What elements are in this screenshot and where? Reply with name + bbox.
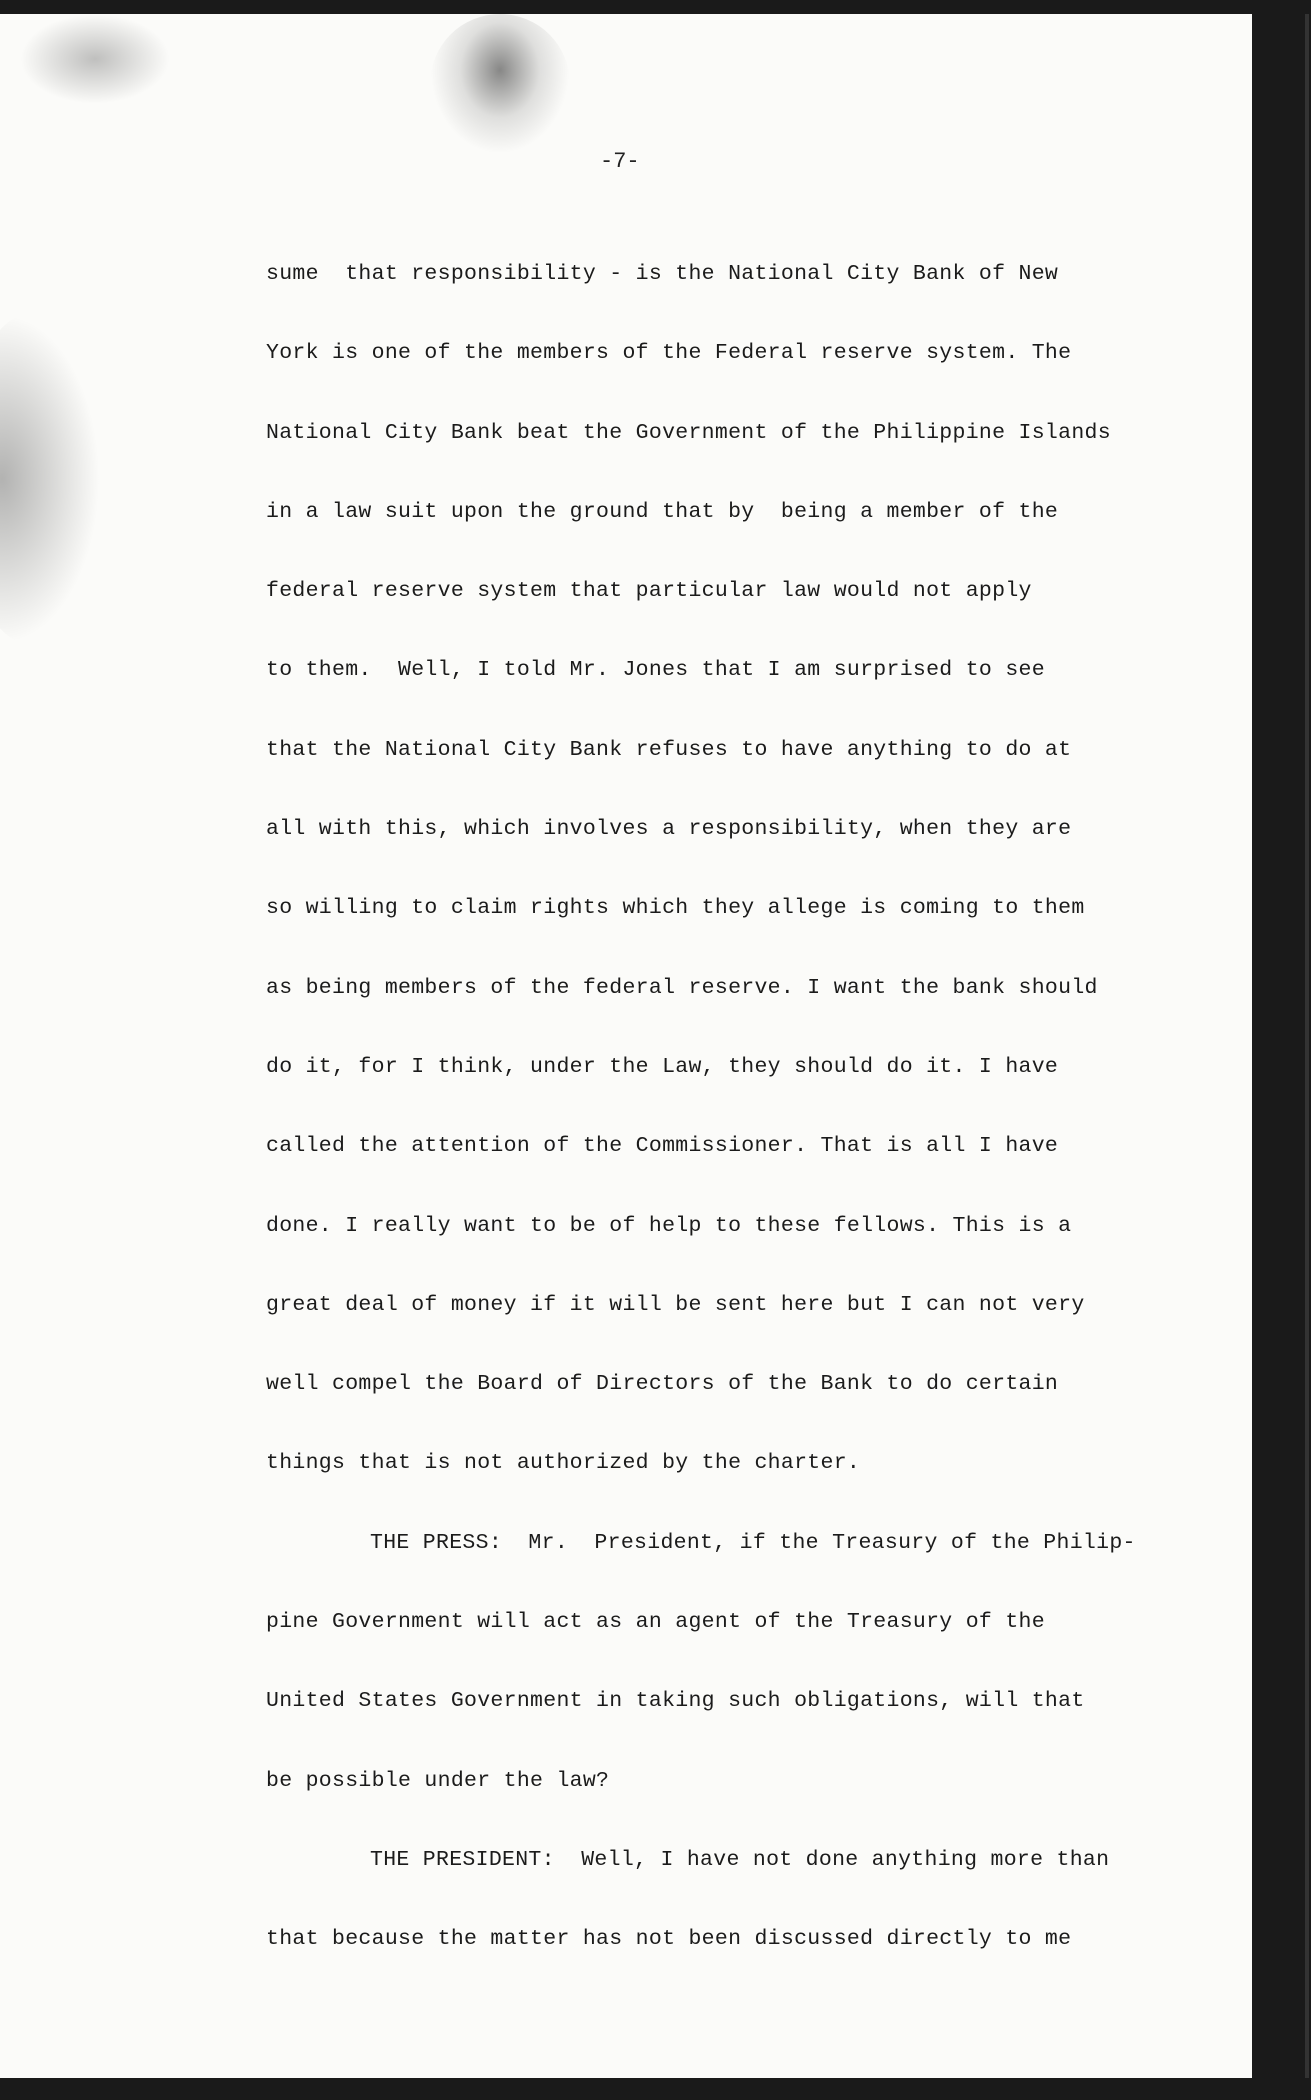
ink-smudge	[0, 314, 100, 644]
text-line: federal reserve system that particular law would not apply	[266, 579, 1032, 604]
speaker-line-press: THE PRESS: Mr. President, if the Treasury of the Philip-	[370, 1530, 1136, 1555]
text-line: so willing to claim rights which they allege is coming to them	[266, 896, 1085, 921]
text-line: do it, for I think, under the Law, they should do it. I have	[266, 1054, 1059, 1079]
text-line: United States Government in taking such obligations, will that	[266, 1689, 1085, 1714]
ink-smudge	[20, 14, 170, 104]
text-line: things that is not authorized by the charter.	[266, 1451, 861, 1476]
text-line: done. I really want to be of help to these fellows. This is a	[266, 1213, 1072, 1238]
text-line: National City Bank beat the Government of the Philippine Islands	[266, 420, 1111, 445]
ink-smudge	[430, 14, 570, 154]
text-line: that the National City Bank refuses to have anything to do at	[266, 737, 1072, 762]
text-line: be possible under the law?	[266, 1768, 610, 1793]
text-line: great deal of money if it will be sent here but I can not very	[266, 1292, 1085, 1317]
speaker-line-president: THE PRESIDENT: Well, I have not done anything more than	[370, 1847, 1110, 1872]
text-line: York is one of the members of the Federal reserve system. The	[266, 341, 1072, 366]
text-line: as being members of the federal reserve. I want the bank should	[266, 975, 1098, 1000]
text-line: called the attention of the Commissioner. That is all I have	[266, 1134, 1059, 1159]
text-line: that because the matter has not been discussed directly to me	[266, 1927, 1072, 1952]
scan-edge	[1305, 14, 1309, 2078]
text-line: all with this, which involves a responsibility, when they are	[266, 817, 1072, 842]
document-body	[266, 262, 1166, 2007]
text-line: pine Government will act as an agent of the Treasury of the	[266, 1610, 1045, 1635]
page-number: -7-	[600, 149, 640, 174]
text-line: in a law suit upon the ground that by being a member of the	[266, 499, 1059, 524]
document-page	[0, 14, 1252, 2078]
text-line: to them. Well, I told Mr. Jones that I am surprised to see	[266, 658, 1045, 683]
text-line: sume that responsibility - is the National City Bank of New	[266, 262, 1059, 286]
text-line: well compel the Board of Directors of the Bank to do certain	[266, 1372, 1059, 1397]
